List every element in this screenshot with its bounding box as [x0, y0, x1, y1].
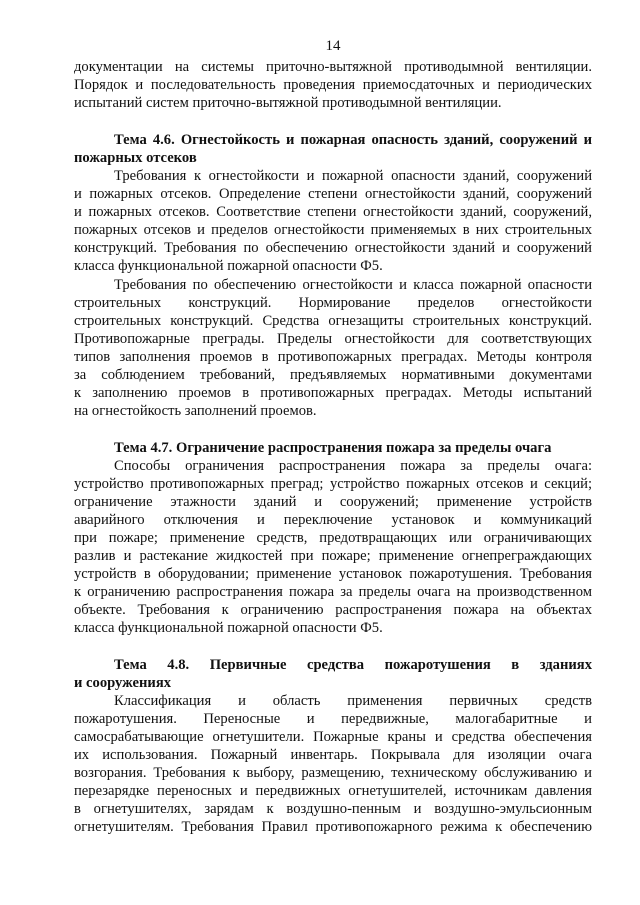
- text-line: к ограничению распространения пожара за пределы очага на производственном: [74, 584, 592, 600]
- text-line: Противопожарные преграды. Пределы огнестойкости для соответствующих: [74, 331, 592, 347]
- text-line: строительных конструкций. Нормирование пределов огнестойкости: [74, 295, 592, 311]
- text-line: самосрабатывающие огнетушители. Пожарные краны и средства обеспечения: [74, 729, 592, 745]
- text-line: за соблюдением требований, предъявляемых нормативными документами: [74, 367, 592, 383]
- text-line: ограничение этажности зданий и сооружений; применение устройств: [74, 494, 592, 510]
- text-line: Классификация и область применения первичных средств: [114, 693, 592, 709]
- text-line: в огнетушителях, зарядам к воздушно-пенным и воздушно-эмульсионным: [74, 801, 592, 817]
- text-line: класса функциональной пожарной опасности Ф5.: [74, 620, 383, 636]
- text-line: испытаний систем приточно-вытяжной противодымной вентиляции.: [74, 95, 502, 111]
- section-heading-line: и сооружениях: [74, 675, 172, 691]
- text-line: Способы ограничения распространения пожара за пределы очага:: [114, 458, 592, 474]
- text-line: пожарных отсеков и пределов огнестойкости применяемых в них строительных: [74, 222, 592, 238]
- text-line: при пожаре; применение средств, предотвращающих или ограничивающих: [74, 530, 592, 546]
- text-line: возгорания. Требования к выбору, размещению, техническому обслуживанию и: [74, 765, 592, 781]
- text-line: их использования. Пожарный инвентарь. Покрывала для изоляции очага: [74, 747, 592, 763]
- text-line: класса функциональной пожарной опасности Ф5.: [74, 258, 383, 274]
- section-heading-line: Тема 4.7. Ограничение распространения пожара за пределы очага: [114, 440, 552, 456]
- text-line: аварийного отключения и переключение установок и коммуникаций: [74, 512, 592, 528]
- text-line: устройств в оборудовании; применение установок пожаротушения. Требования: [74, 566, 592, 582]
- text-line: и пожарных отсеков. Соответствие степени огнестойкости зданий, сооружений,: [74, 204, 592, 220]
- text-line: пожаротушения. Переносные и передвижные, малогабаритные и: [74, 711, 592, 727]
- text-line: конструкций. Требования по обеспечению огнестойкости зданий и сооружений: [74, 240, 592, 256]
- text-line: типов заполнения проемов в противопожарных преградах. Методы контроля: [74, 349, 592, 365]
- page-number: 14: [325, 38, 341, 54]
- section-heading-line: Тема 4.6. Огнестойкость и пожарная опасность зданий, сооружений и: [114, 132, 592, 148]
- text-line: к заполнению проемов в противопожарных преградах. Методы испытаний: [74, 385, 592, 401]
- text-line: документации на системы приточно-вытяжной противодымной вентиляции.: [74, 59, 592, 75]
- text-line: разлив и растекание жидкостей при пожаре; применение огнепреграждающих: [74, 548, 592, 564]
- text-line: объекте. Требования к ограничению распространения пожара на объектах: [74, 602, 592, 618]
- text-line: устройство противопожарных преград; устройство пожарных отсеков и секций;: [74, 476, 592, 492]
- section-heading-line: пожарных отсеков: [74, 150, 197, 166]
- text-line: и пожарных отсеков. Определение степени огнестойкости зданий, сооружений: [74, 186, 592, 202]
- section-heading-line: Тема 4.8. Первичные средства пожаротушения в зданиях: [114, 657, 592, 673]
- text-line: перезарядке переносных и передвижных огнетушителей, источникам давления: [74, 783, 592, 799]
- text-line: Требования к огнестойкости и пожарной опасности зданий, сооружений: [114, 168, 592, 184]
- text-line: на огнестойкость заполнений проемов.: [74, 403, 317, 419]
- text-line: огнетушителям. Требования Правил противопожарного режима к обеспечению: [74, 819, 592, 835]
- text-line: Порядок и последовательность проведения приемосдаточных и периодических: [74, 77, 592, 93]
- text-line: Требования по обеспечению огнестойкости и класса пожарной опасности: [114, 277, 592, 293]
- text-line: строительных конструкций. Средства огнезащиты строительных конструкций.: [74, 313, 592, 329]
